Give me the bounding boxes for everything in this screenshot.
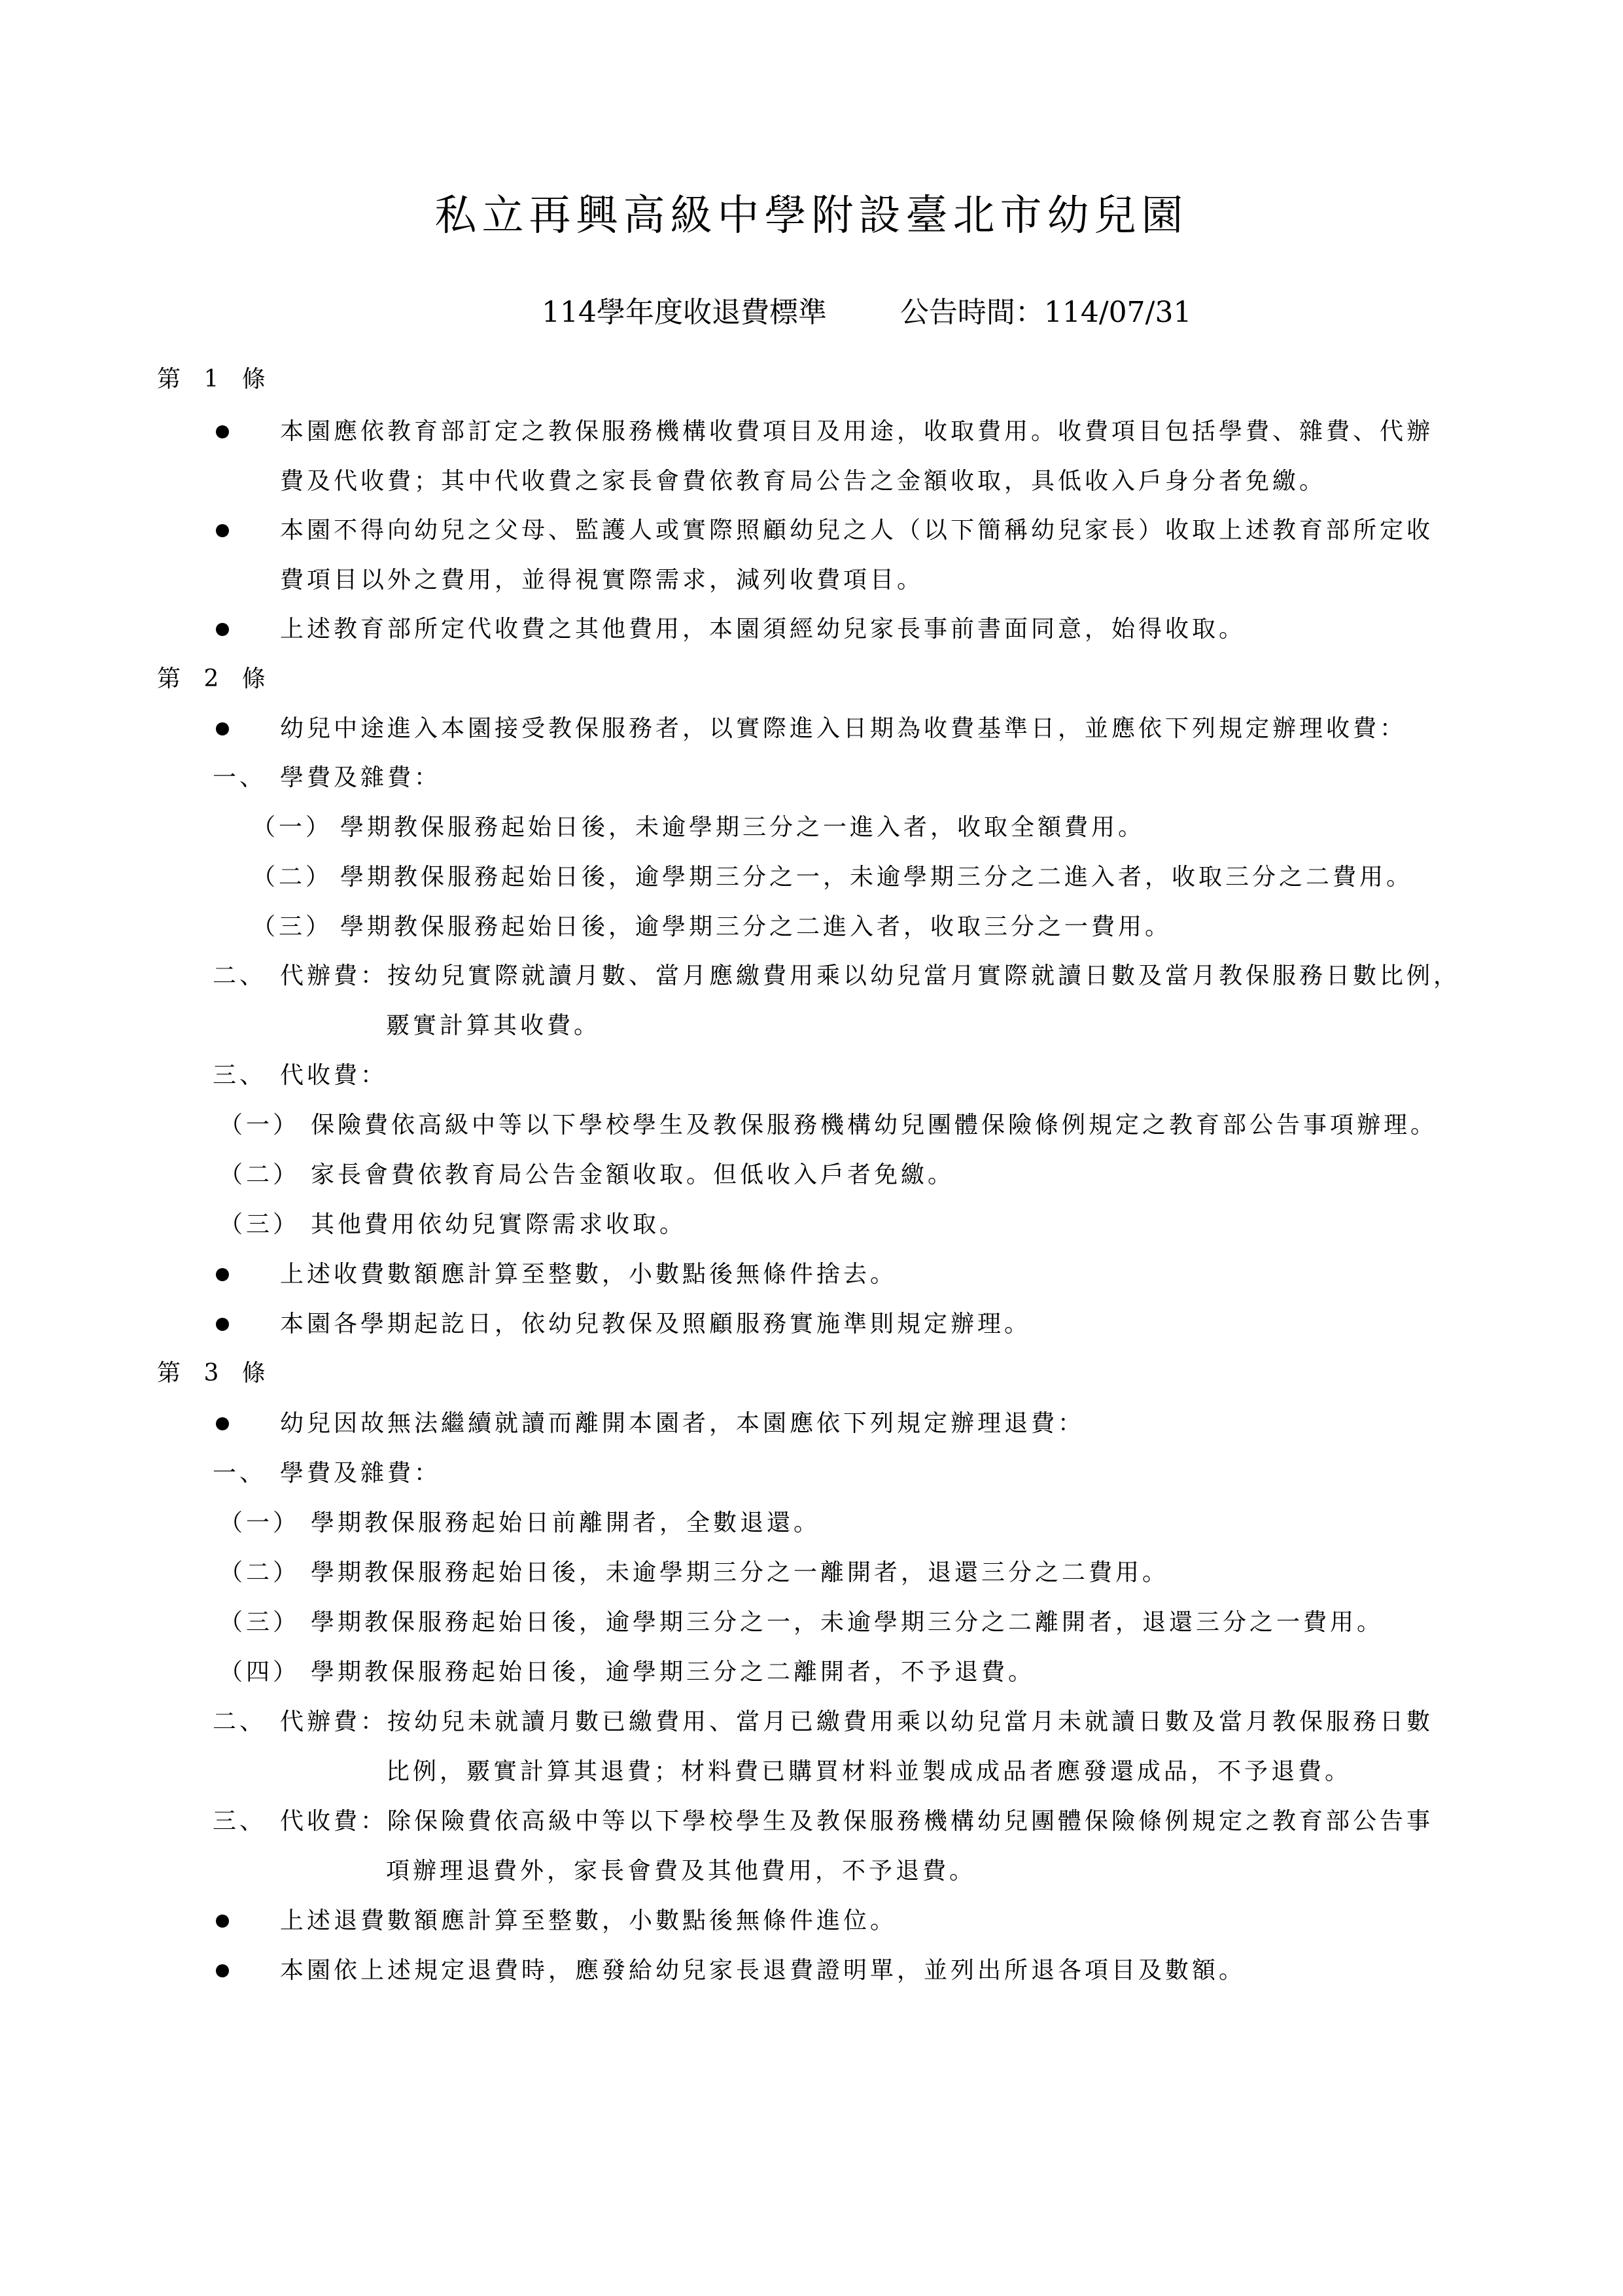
bullet-icon <box>216 623 229 636</box>
bullet-icon <box>216 1417 229 1430</box>
article-1-bullet-2-line-2: 費項目以外之費用，並得視實際需求，減列收費項目。 <box>280 567 924 593</box>
bullet-icon <box>216 425 229 438</box>
bullet-icon <box>216 1318 229 1331</box>
article-3-sec-2-line-1: 代辦費：按幼兒未就讀月數已繳費用、當月已繳費用乘以幼兒當月未就讀日數及當月教保服務日數 <box>280 1708 1434 1735</box>
article-3-sec-1-item-4-num: （四） <box>219 1659 300 1686</box>
document-subtitle <box>542 293 1191 332</box>
article-2-sec-3-label: 代收費： <box>280 1062 388 1089</box>
bullet-icon <box>216 1964 229 1977</box>
article-2-sec-1-item-3-text: 學期教保服務起始日後，逾學期三分之二進入者，收取三分之一費用。 <box>340 913 1172 940</box>
article-2-sec-2-num: 二、 <box>213 963 267 989</box>
article-2-sec-2-line-1: 代辦費：按幼兒實際就讀月數、當月應繳費用乘以幼兒當月實際就讀日數及當月教保服務日數比例， <box>280 963 1461 989</box>
article-3-sec-1-item-3-text: 學期教保服務起始日後，逾學期三分之一，未逾學期三分之二離開者，退還三分之一費用。 <box>311 1609 1384 1636</box>
bullet-icon <box>216 1915 229 1928</box>
article-2-heading: 第 2 條 <box>157 665 273 692</box>
article-2-sec-1-item-2-num: （二） <box>252 864 333 891</box>
article-3-sec-1-item-3-num: （三） <box>219 1609 300 1636</box>
article-1-bullet-3: 上述教育部所定代收費之其他費用，本園須經幼兒家長事前書面同意，始得收取。 <box>280 616 1246 643</box>
article-3-sec-1-item-1-text: 學期教保服務起始日前離開者，全數退還。 <box>311 1510 821 1536</box>
article-3-sec-1-item-2-text: 學期教保服務起始日後，未逾學期三分之一離開者，退還三分之二費用。 <box>311 1559 1170 1586</box>
article-3-sec-1-item-1-num: （一） <box>219 1510 300 1536</box>
article-2-intro: 幼兒中途進入本園接受教保服務者，以實際進入日期為收費基準日，並應依下列規定辦理收費： <box>280 715 1407 742</box>
article-3-sec-3-line-2: 項辦理退費外，家長會費及其他費用，不予退費。 <box>386 1858 977 1884</box>
bullet-icon <box>216 1268 229 1281</box>
article-2-sec-1-num: 一、 <box>213 764 267 791</box>
article-2-sec-1-item-1-text: 學期教保服務起始日後，未逾學期三分之一進入者，收取全額費用。 <box>340 814 1145 841</box>
article-2-sec-3-num: 三、 <box>213 1062 267 1089</box>
article-2-sec-1-label: 學費及雜費： <box>280 764 442 791</box>
bullet-icon <box>216 524 229 537</box>
article-3-bullet-1: 上述退費數額應計算至整數，小數點後無條件進位。 <box>280 1907 898 1934</box>
bullet-icon <box>216 722 229 735</box>
article-2-sec-3-item-3-text: 其他費用依幼兒實際需求收取。 <box>311 1211 687 1238</box>
article-1-bullet-1-line-2: 費及代收費；其中代收費之家長會費依教育局公告之金額收取，具低收入戶身分者免繳。 <box>280 468 1327 495</box>
article-2-sec-2-line-2: 覈實計算其收費。 <box>386 1012 601 1039</box>
article-2-sec-3-item-2-num: （二） <box>219 1161 300 1188</box>
article-2-sec-1-item-3-num: （三） <box>252 913 333 940</box>
document-title: 私立再興高級中學附設臺北市幼兒園 <box>434 192 1189 240</box>
article-2-sec-3-item-2-text: 家長會費依教育局公告金額收取。但低收入戶者免繳。 <box>311 1161 955 1188</box>
article-3-sec-3-num: 三、 <box>213 1808 267 1835</box>
article-3-intro: 幼兒因故無法繼續就讀而離開本園者，本園應依下列規定辦理退費： <box>280 1410 1085 1437</box>
article-3-sec-1-label: 學費及雜費： <box>280 1460 442 1487</box>
article-3-heading: 第 3 條 <box>157 1360 273 1386</box>
article-3-sec-3-line-1: 代收費：除保險費依高級中等以下學校學生及教保服務機構幼兒團體保險條例規定之教育部公告事 <box>280 1808 1434 1835</box>
article-3-bullet-2: 本園依上述規定退費時，應發給幼兒家長退費證明單，並列出所退各項目及數額。 <box>280 1957 1246 1984</box>
article-1-heading: 第 1 條 <box>157 366 273 393</box>
fee-standard-title: 114學年度收退費標準 <box>542 296 827 329</box>
article-2-bullet-1: 上述收費數額應計算至整數，小數點後無條件捨去。 <box>280 1261 898 1288</box>
article-3-sec-2-line-2: 比例，覈實計算其退費；材料費已購買材料並製成成品者應發還成品，不予退費。 <box>386 1758 1352 1785</box>
announce-date: 公告時間：114/07/31 <box>899 296 1192 329</box>
article-3-sec-1-item-2-num: （二） <box>219 1559 300 1586</box>
article-1-bullet-1-line-1: 本園應依教育部訂定之教保服務機構收費項目及用途，收取費用。收費項目包括學費、雜費、代辦 <box>280 418 1434 445</box>
article-3-sec-1-item-4-text: 學期教保服務起始日後，逾學期三分之二離開者，不予退費。 <box>311 1659 1036 1686</box>
article-3-sec-1-num: 一、 <box>213 1460 267 1487</box>
article-2-sec-3-item-1-num: （一） <box>219 1112 300 1139</box>
article-3-sec-2-num: 二、 <box>213 1708 267 1735</box>
article-2-bullet-2: 本園各學期起訖日，依幼兒教保及照顧服務實施準則規定辦理。 <box>280 1311 1032 1337</box>
article-1-bullet-2-line-1: 本園不得向幼兒之父母、監護人或實際照顧幼兒之人（以下簡稱幼兒家長）收取上述教育部所定收 <box>280 517 1434 544</box>
article-2-sec-1-item-1-num: （一） <box>252 814 333 841</box>
article-2-sec-1-item-2-text: 學期教保服務起始日後，逾學期三分之一，未逾學期三分之二進入者，收取三分之二費用。 <box>340 864 1414 891</box>
article-2-sec-3-item-1-text: 保險費依高級中等以下學校學生及教保服務機構幼兒團體保險條例規定之教育部公告事項辦理。 <box>311 1112 1438 1139</box>
article-2-sec-3-item-3-num: （三） <box>219 1211 300 1238</box>
